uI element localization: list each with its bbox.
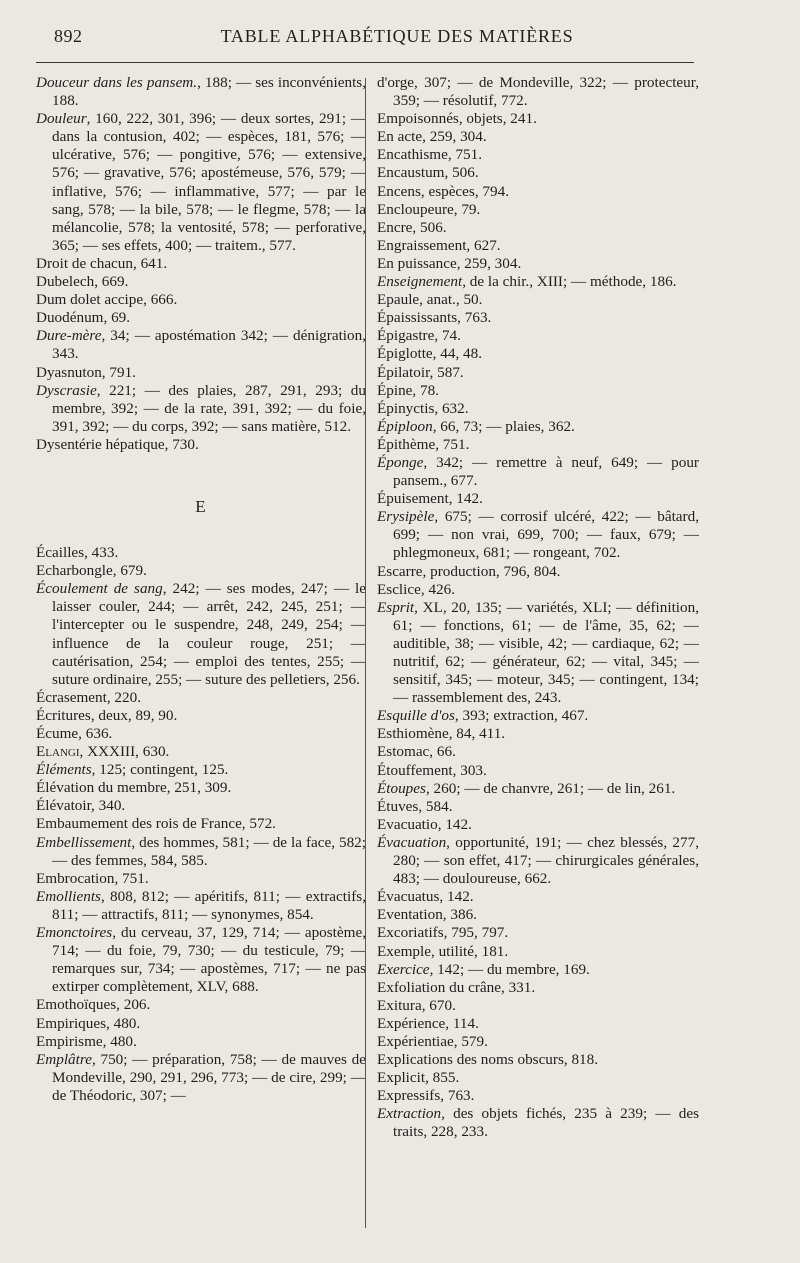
entry-headword: Épithème, 751. — [377, 435, 470, 453]
entry-headword: Épigastre, 74. — [377, 327, 461, 345]
index-entry — [36, 562, 366, 580]
header-rule — [36, 62, 694, 63]
entry-headword: Étuves, 584. — [377, 797, 453, 815]
entry-references: , opportunité, 191; — chez blessés, 277, 280; — son effet, 417; — chirurgicales générales, 483; — douloureuse, 662. — [393, 833, 699, 888]
entry-headword: Éléments — [36, 761, 92, 779]
index-entry — [36, 327, 366, 363]
index-entry — [377, 961, 699, 979]
index-entry — [36, 291, 366, 309]
index-entry — [377, 581, 699, 599]
entry-headword: Dyasnuton, 791. — [36, 363, 136, 381]
index-entry — [36, 382, 366, 436]
index-entry — [36, 996, 366, 1014]
entry-headword: Douleur — [36, 110, 87, 128]
index-entry — [36, 580, 366, 689]
entry-headword: Dysentérie hépatique, 730. — [36, 435, 199, 453]
index-entry — [377, 364, 699, 382]
entry-headword: Evacuatio, 142. — [377, 815, 472, 833]
entry-headword: Exitura, 670. — [377, 996, 456, 1014]
entry-headword: Echarbongle, 679. — [36, 562, 147, 580]
entry-headword: Emollients — [36, 887, 101, 905]
entry-headword: Encaustum, 506. — [377, 164, 479, 182]
index-entry — [377, 816, 699, 834]
index-entry — [377, 128, 699, 146]
entry-headword: Esprit — [377, 598, 415, 616]
entry-references: , 221; — des plaies, 287, 291, 293; du membre, 392; — de la rate, 391, 392; — du foie, 391, 392; — du corps, 392; — sans matière, 512. — [52, 381, 366, 435]
index-entry — [36, 870, 366, 888]
entry-headword: Excoriatifs, 795, 797. — [377, 924, 509, 942]
entry-headword: Épuisement, 142. — [377, 490, 483, 508]
entry-references: , de la chir., XIII; — méthode, 186. — [462, 273, 677, 291]
entry-headword: Élévatoir, 340. — [36, 797, 126, 815]
index-entry — [377, 762, 699, 780]
entry-headword: Dum dolet accipe, 666. — [36, 291, 178, 309]
entry-headword: Écritures, deux, 89, 90. — [36, 706, 178, 724]
entry-headword: Évacuatus, 142. — [377, 888, 474, 906]
entry-headword: Emothoïques, 206. — [36, 996, 151, 1014]
index-entry — [377, 110, 699, 128]
index-entry — [36, 888, 366, 924]
entry-headword: Emonctoires — [36, 924, 113, 942]
entry-headword: Écume, 636. — [36, 725, 113, 742]
index-entry — [377, 201, 699, 219]
entry-headword: Élévation du membre, 251, 309. — [36, 779, 232, 797]
entry-headword: Écoulement de sang — [36, 580, 163, 598]
entry-references: , 142; — du membre, 169. — [429, 960, 590, 978]
index-entry — [377, 508, 699, 562]
index-entry — [377, 454, 699, 490]
index-entry — [377, 888, 699, 906]
entry-headword: En puissance, 259, 304. — [377, 254, 522, 272]
index-entry — [36, 743, 366, 761]
entry-headword: Épine, 78. — [377, 381, 440, 399]
index-entry — [36, 924, 366, 996]
page-header — [34, 26, 760, 52]
entry-references: , 342; — remettre à neuf, 649; — pour pansem., 677. — [393, 453, 699, 490]
index-entry — [377, 74, 699, 110]
entry-references: , 808, 812; — apéritifs, 811; — extractifs, 811; — attractifs, 811; — synonymes, 854. — [52, 887, 366, 923]
entry-references: d'orge, 307; — de Mondeville, 322; — protecteur, 359; — résolutif, 772. — [377, 74, 699, 110]
right-column — [377, 74, 699, 1142]
entry-headword: Écailles, 433. — [36, 544, 119, 562]
index-entry — [36, 761, 366, 779]
index-entry — [377, 146, 699, 164]
left-entries-e — [36, 544, 366, 1105]
entry-headword: Extraction — [377, 1105, 442, 1123]
entry-headword: Eventation, 386. — [377, 906, 477, 924]
entry-headword: Embrocation, 751. — [36, 869, 149, 887]
entry-headword: Empiriques, 480. — [36, 1014, 141, 1032]
entry-headword: Exemple, utilité, 181. — [377, 942, 509, 960]
index-entry — [36, 364, 366, 382]
index-entry — [36, 255, 366, 273]
entry-headword: Esthiomène, 84, 411. — [377, 725, 506, 743]
entry-references: , XXXIII, 630. — [79, 743, 170, 761]
index-entry — [377, 1015, 699, 1033]
entry-headword: Expérience, 114. — [377, 1014, 479, 1032]
entry-headword: Dubelech, 669. — [36, 273, 129, 291]
index-entry — [377, 780, 699, 798]
index-entry — [36, 689, 366, 707]
index-entry — [36, 797, 366, 815]
index-entry — [36, 1033, 366, 1051]
index-entry — [36, 544, 366, 562]
index-entry — [377, 436, 699, 454]
index-entry — [36, 273, 366, 291]
index-entry — [377, 798, 699, 816]
entry-headword: Escarre, production, 796, 804. — [377, 562, 561, 580]
left-column — [36, 74, 366, 1105]
index-entry — [377, 237, 699, 255]
entry-headword: Embellissement — [36, 833, 132, 851]
index-entry — [377, 906, 699, 924]
index-entry — [377, 345, 699, 363]
index-entry — [36, 74, 366, 110]
index-entry — [36, 1051, 366, 1105]
page-number: 892 — [54, 26, 83, 46]
index-entry — [377, 725, 699, 743]
entry-references: , 393; extraction, 467. — [454, 707, 589, 725]
running-title: TABLE ALPHABÉTIQUE DES MATIÈRES — [220, 26, 574, 46]
entry-headword: Encens, espèces, 794. — [377, 182, 510, 200]
index-entry — [377, 997, 699, 1015]
entry-headword: Épiploon — [377, 417, 433, 435]
entry-references: , des objets fichés, 235 à 239; — des traits, 228, 233. — [393, 1105, 699, 1141]
index-entry — [377, 943, 699, 961]
index-entry — [377, 164, 699, 182]
section-letter: E — [195, 496, 207, 516]
entry-headword: Épilatoir, 587. — [377, 363, 464, 381]
entry-references: , 188; — ses inconvénients, 188. — [52, 74, 366, 110]
entry-references: , 66, 73; — plaies, 362. — [432, 417, 575, 435]
entry-headword: En acte, 259, 304. — [377, 128, 487, 146]
entry-headword: Engraissement, 627. — [377, 236, 501, 254]
entry-headword: Embaumement des rois de France, 572. — [36, 815, 276, 833]
entry-headword: Douceur dans les pansem. — [36, 74, 198, 91]
index-entry — [377, 599, 699, 708]
index-entry — [377, 1105, 699, 1141]
index-entry — [377, 924, 699, 942]
index-entry — [36, 309, 366, 327]
entry-headword: Duodénum, 69. — [36, 309, 131, 327]
index-entry — [36, 110, 366, 255]
entry-references: , des hommes, 581; — de la face, 582; — des femmes, 584, 585. — [52, 833, 366, 869]
entry-headword: Encloupeure, 79. — [377, 200, 481, 218]
entry-headword: Enseignement — [377, 273, 463, 291]
index-entry — [377, 1069, 699, 1087]
entry-headword: Épaississants, 763. — [377, 309, 492, 327]
entry-headword: Étouffement, 303. — [377, 761, 487, 779]
entry-references: , 125; contingent, 125. — [91, 761, 229, 779]
index-entry — [377, 400, 699, 418]
index-entry — [377, 834, 699, 888]
entry-headword: Droit de chacun, 641. — [36, 254, 168, 272]
index-entry — [36, 815, 366, 833]
entry-references: , 260; — de chanvre, 261; — de lin, 261. — [425, 779, 676, 797]
left-entries-d — [36, 74, 366, 454]
entry-headword: Étoupes — [377, 779, 426, 797]
index-entry — [377, 327, 699, 345]
entry-headword: Esclice, 426. — [377, 580, 456, 598]
index-entry — [377, 743, 699, 761]
index-entry — [377, 382, 699, 400]
index-entry — [377, 273, 699, 291]
entry-headword: Estomac, 66. — [377, 743, 456, 761]
index-entry — [36, 436, 366, 454]
index-entry — [377, 490, 699, 508]
entry-headword: Erysipèle — [377, 508, 435, 526]
right-entries — [377, 74, 699, 1142]
entry-headword: Exercice — [377, 960, 430, 978]
entry-references: , du cerveau, 37, 129, 714; — apostème, 714; — du foie, 79, 730; — du testicule, 79; — remarques sur, 734; — apostèmes, 717; — ne pas extirper complètement, XLV, 688. — [52, 924, 366, 996]
entry-references: , 242; — ses modes, 247; — le laisser couler, 244; — arrêt, 242, 245, 251; — l'intercepter ou le suspendre, 248, 249, 254; — influence de la couleur rouge, 251; — cautérisation, 254; — emploi des tentes, 255; — suture ordinaire, 255; — suture des pelletiers, 256. — [52, 580, 366, 688]
entry-headword: Esquille d'os — [377, 707, 455, 725]
index-entry — [377, 309, 699, 327]
entry-headword: Empoisonnés, objets, 241. — [377, 110, 537, 128]
entry-headword: Dure-mère — [36, 327, 102, 345]
entry-references: , 34; — apostémation 342; — dénigration, 343. — [52, 327, 366, 363]
entry-references: , XL, 20, 135; — variétés, XLI; — définition, 61; — fonctions, 61; — de l'âme, 35, 62; — auditible, 38; — visible, 42; — cardiaque, 62; — nutritif, 62; — générateur, 62; — vital, 345; — sensitif, 345; — moteur, 345; — contingent, 134; — rassemblement des, 243. — [393, 598, 699, 707]
entry-headword: Dyscrasie — [36, 381, 97, 399]
index-entry — [377, 1051, 699, 1069]
index-entry — [36, 725, 366, 743]
entry-references: , 675; — corrosif ulcéré, 422; — bâtard, 699; — non vrai, 699, 700; — faux, 679; — phlegmoneux, 681; — rongeant, 702. — [393, 508, 699, 562]
entry-headword: Exfoliation du crâne, 331. — [377, 978, 536, 996]
entry-headword: Expérientiae, 579. — [377, 1032, 488, 1050]
entry-headword: Elangi — [36, 743, 80, 761]
entry-references: , 160, 222, 301, 396; — deux sortes, 291; — dans la contusion, 402; — espèces, 181, 576; — ulcérative, 576; — pongitive, 576; — extensive, 576; — gravative, 576; apostémeuse, 576, 579; — inflative, 576; — inflammative, 577; — par le sang, 578; — la bile, 578; — le flegme, 578; — la mélancolie, 578; la ventosité, 578; — perforative, 365; — ses effets, 400; — traitem., 577. — [52, 110, 366, 254]
entry-headword: Épinyctis, 632. — [377, 399, 469, 417]
index-entry — [36, 1015, 366, 1033]
entry-headword: Empirisme, 480. — [36, 1032, 137, 1050]
entry-headword: Encre, 506. — [377, 218, 447, 236]
index-entry — [377, 707, 699, 725]
entry-headword: Explications des noms obscurs, 818. — [377, 1051, 599, 1069]
entry-headword: Expressifs, 763. — [377, 1087, 475, 1105]
index-entry — [377, 1033, 699, 1051]
entry-headword: Epaule, anat., 50. — [377, 291, 483, 309]
index-entry — [377, 183, 699, 201]
index-entry — [377, 563, 699, 581]
entry-headword: Éponge — [377, 453, 424, 471]
entry-headword: Emplâtre — [36, 1050, 92, 1068]
index-entry — [377, 255, 699, 273]
index-entry — [377, 291, 699, 309]
entry-headword: Épiglotte, 44, 48. — [377, 345, 483, 363]
entry-headword: Explicit, 855. — [377, 1069, 460, 1087]
index-entry — [36, 834, 366, 870]
entry-headword: Évacuation — [377, 833, 447, 851]
index-entry — [377, 418, 699, 436]
entry-references: , 750; — préparation, 758; — de mauves de Mondeville, 290, 291, 296, 773; — de cire, 299; — de Théodoric, 307; — — [52, 1050, 366, 1104]
index-entry — [377, 979, 699, 997]
entry-headword: Écrasement, 220. — [36, 688, 142, 706]
column-divider — [365, 78, 366, 1228]
index-entry — [377, 1087, 699, 1105]
index-entry — [377, 219, 699, 237]
index-entry — [36, 707, 366, 725]
entry-headword: Encathisme, 751. — [377, 146, 483, 164]
index-entry — [36, 779, 366, 797]
